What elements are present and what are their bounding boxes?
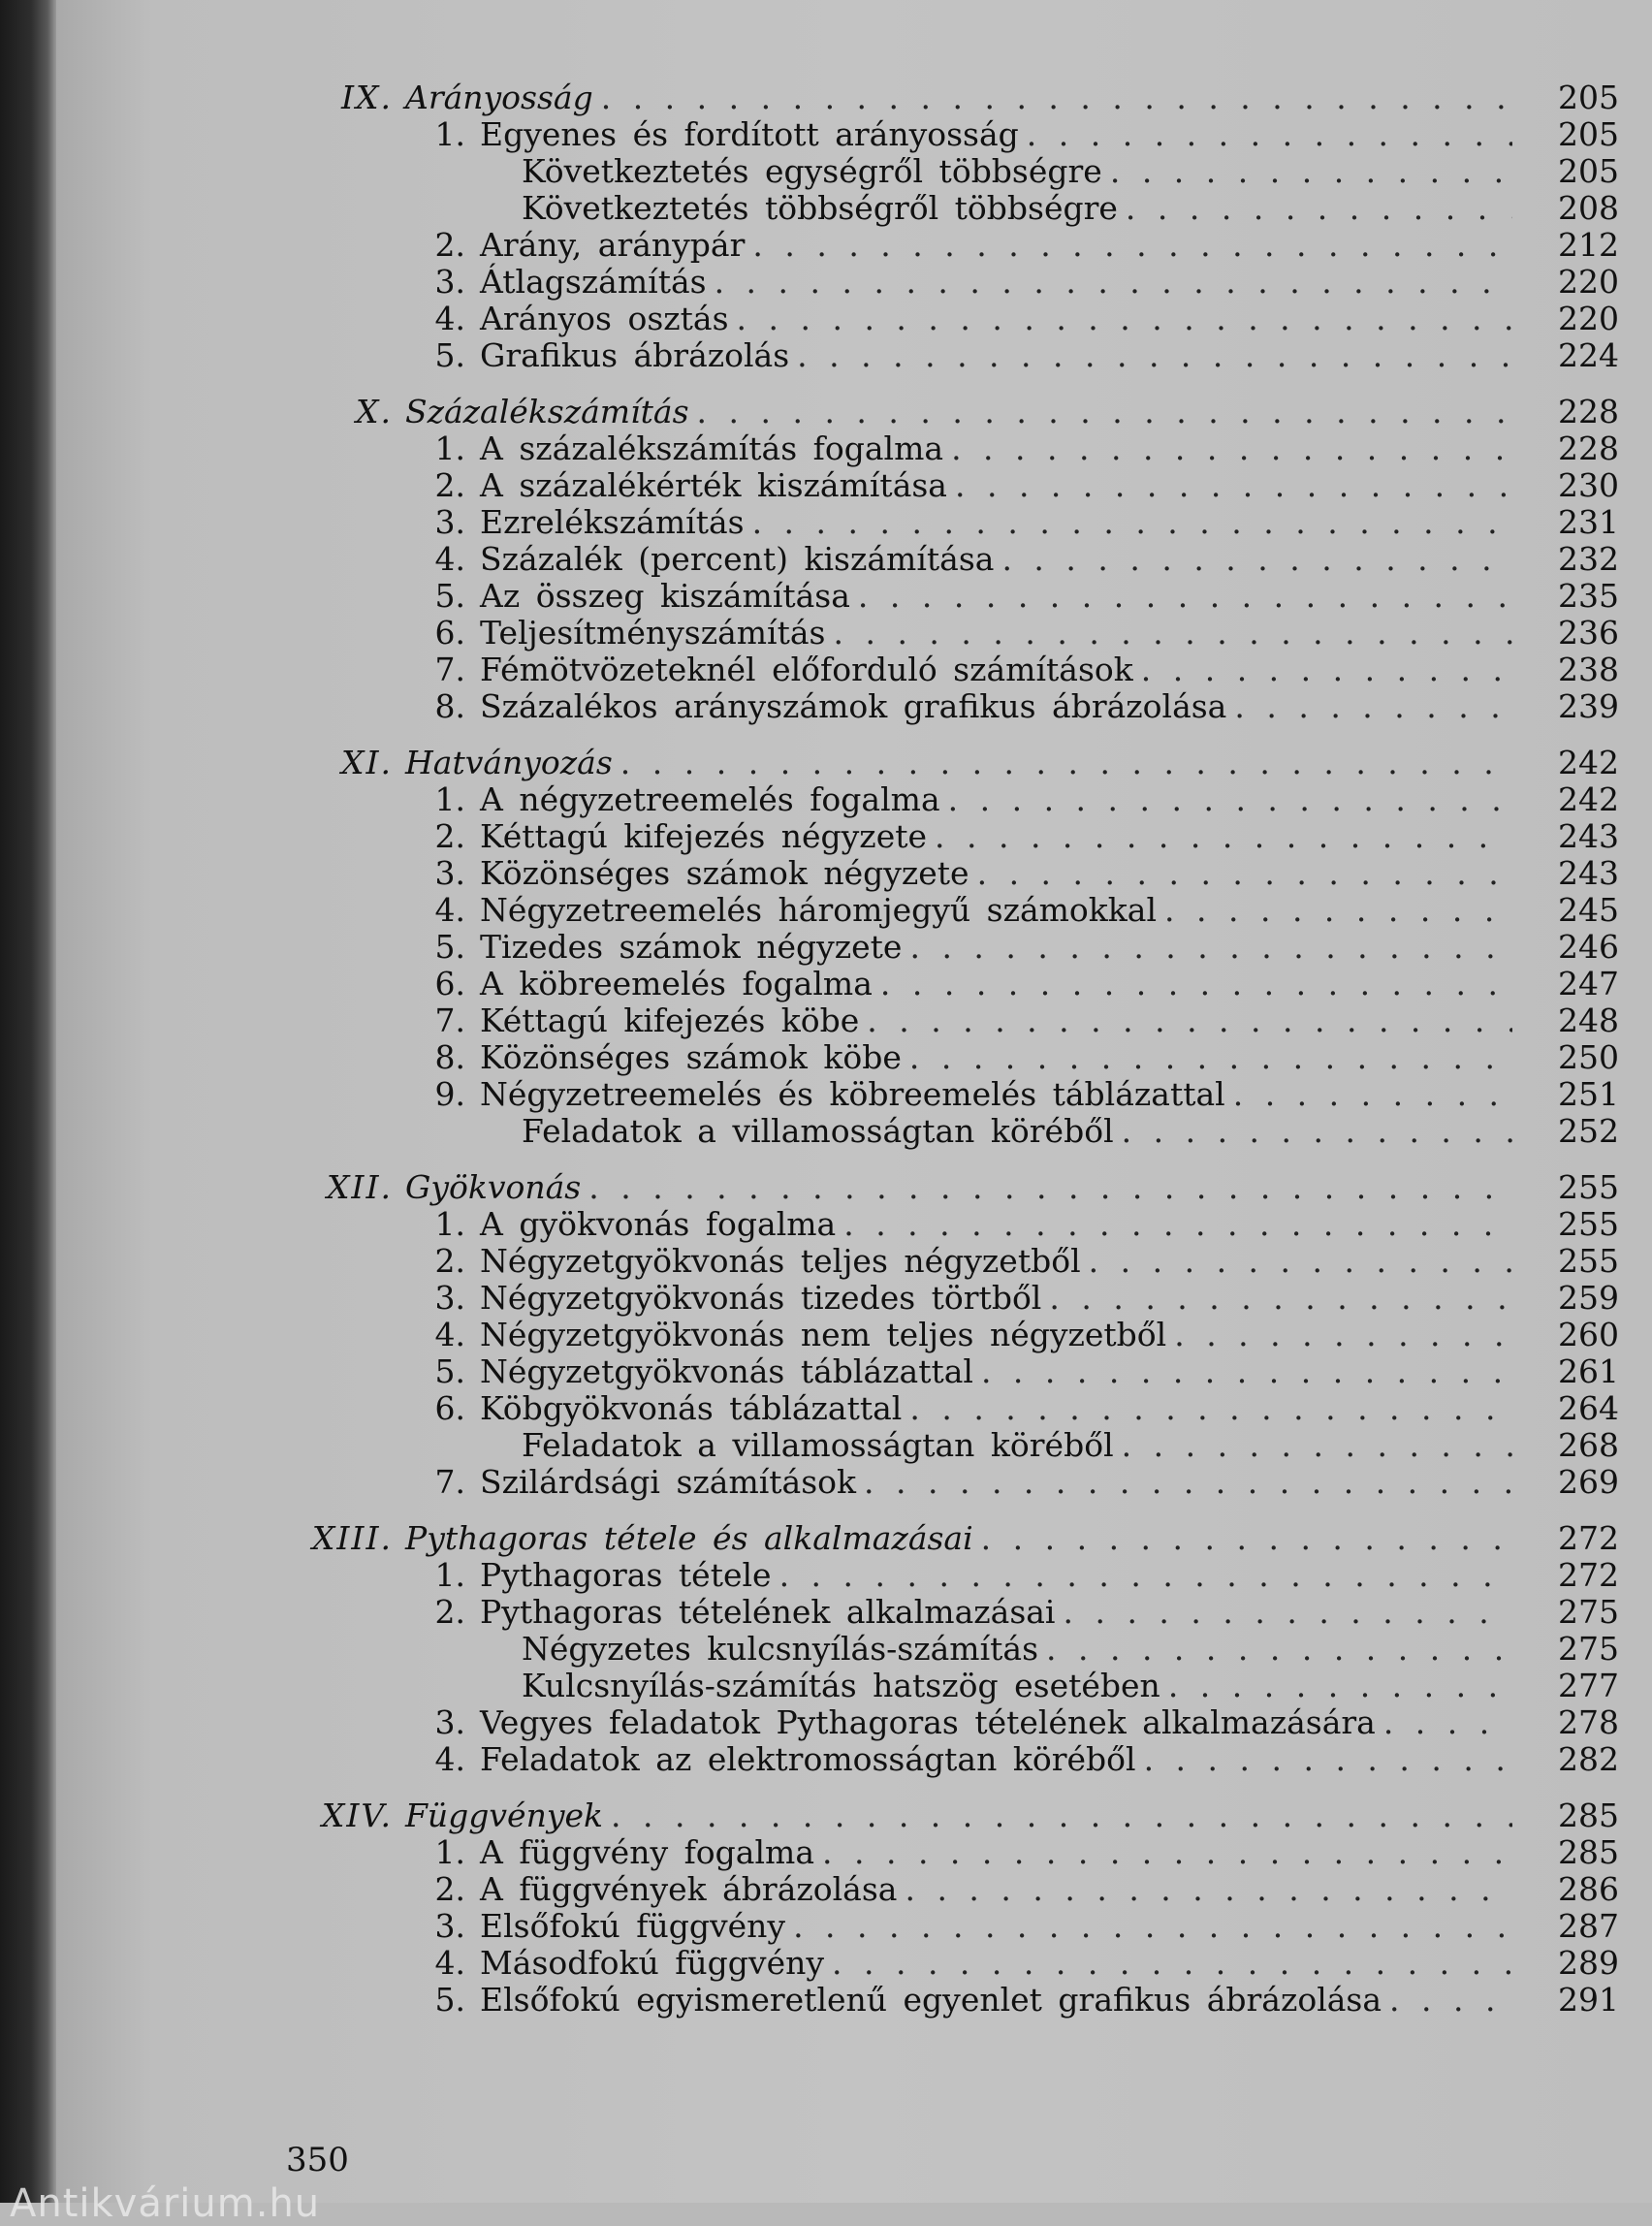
entry-title: Négyzetgyökvonás nem teljes négyzetből	[480, 1316, 1167, 1353]
dot-leader	[858, 578, 1512, 615]
toc-entry	[0, 615, 1652, 652]
entry-number: 4.	[434, 891, 465, 929]
entry-page-number: 260	[1558, 1316, 1619, 1353]
toc-entry	[0, 1704, 1652, 1741]
dot-leader	[981, 1353, 1512, 1390]
entry-number: 3.	[434, 854, 465, 892]
toc-entry	[0, 578, 1652, 615]
entry-number: 5.	[434, 928, 465, 966]
entry-title: Grafikus ábrázolás	[480, 336, 790, 374]
dot-leader	[1063, 1594, 1512, 1631]
entry-page-number: 286	[1558, 1870, 1619, 1908]
entry-title: Négyzetreemelés háromjegyű számokkal	[480, 891, 1158, 929]
chapter-title: Arányosság	[405, 79, 593, 116]
entry-page-number: 242	[1558, 780, 1619, 818]
dot-leader	[1383, 1704, 1512, 1741]
toc-entry	[0, 1557, 1652, 1594]
entry-page-number: 245	[1558, 891, 1619, 929]
dot-leader	[611, 1797, 1512, 1834]
entry-title: Másodfokú függvény	[480, 1944, 824, 1982]
toc-chapter	[0, 1797, 1652, 2019]
toc-entry	[0, 1631, 1652, 1668]
dot-leader	[909, 1039, 1512, 1076]
entry-title: A függvények ábrázolása	[480, 1870, 898, 1908]
entry-number: 2.	[434, 817, 465, 855]
chapter-heading	[0, 1169, 1652, 1206]
watermark-text: Antikvárium.hu	[10, 2181, 321, 2226]
entry-page-number: 232	[1558, 540, 1619, 578]
entry-title: Tizedes számok négyzete	[480, 928, 903, 966]
entry-number: 1.	[434, 115, 465, 153]
entry-title: Feladatok a villamosságtan köréből	[522, 1112, 1114, 1150]
entry-page-number: 269	[1558, 1463, 1619, 1501]
entry-title: Feladatok a villamosságtan köréből	[522, 1426, 1114, 1464]
toc-entry	[0, 1206, 1652, 1243]
toc-entry	[0, 301, 1652, 337]
dot-leader	[867, 1002, 1512, 1039]
entry-title: Négyzetgyökvonás tizedes törtből	[480, 1279, 1042, 1317]
entry-number: 3.	[434, 1703, 465, 1741]
entry-page-number: 205	[1558, 115, 1619, 153]
entry-title: Közönséges számok négyzete	[480, 854, 969, 892]
entry-number: 6.	[434, 965, 465, 1002]
entry-page-number: 231	[1558, 503, 1619, 541]
toc-entry	[0, 1076, 1652, 1113]
dot-leader	[951, 430, 1512, 467]
toc-entry	[0, 1594, 1652, 1631]
entry-number: 4.	[434, 1740, 465, 1778]
entry-title: Négyzetgyökvonás táblázattal	[480, 1352, 973, 1390]
entry-number: 8.	[434, 687, 465, 725]
dot-leader	[955, 467, 1512, 504]
entry-title: A százalékszámítás fogalma	[480, 429, 944, 467]
page-number: 350	[286, 2141, 349, 2179]
entry-title: Ezrelékszámítás	[480, 503, 745, 541]
toc-entry	[0, 337, 1652, 374]
dot-leader	[737, 301, 1512, 337]
chapter-heading	[0, 1797, 1652, 1834]
dot-leader	[752, 504, 1512, 541]
entry-page-number: 282	[1558, 1740, 1619, 1778]
entry-number: 1.	[434, 429, 465, 467]
entry-number: 1.	[434, 1205, 465, 1243]
dot-leader	[948, 781, 1512, 818]
toc-entry	[0, 1741, 1652, 1778]
toc-entry	[0, 1280, 1652, 1317]
entry-title: Kéttagú kifejezés négyzete	[480, 817, 928, 855]
entry-title: Következtetés többségről többségre	[522, 189, 1118, 227]
toc-entry	[0, 1113, 1652, 1150]
entry-title: Négyzetes kulcsnyílás-számítás	[522, 1630, 1039, 1668]
entry-page-number: 255	[1558, 1205, 1619, 1243]
entry-number: 2.	[434, 1870, 465, 1908]
entry-page-number: 275	[1558, 1593, 1619, 1631]
entry-page-number: 248	[1558, 1002, 1619, 1039]
entry-number: 3.	[434, 1279, 465, 1317]
dot-leader	[1046, 1631, 1512, 1668]
entry-number: 4.	[434, 300, 465, 337]
toc-entry	[0, 1317, 1652, 1353]
entry-page-number: 205	[1558, 152, 1619, 190]
entry-page-number: 236	[1558, 614, 1619, 652]
entry-page-number: 228	[1558, 429, 1619, 467]
entry-page-number: 247	[1558, 965, 1619, 1002]
chapter-title: Függvények	[405, 1797, 603, 1834]
entry-page-number: 220	[1558, 300, 1619, 337]
entry-title: Az összeg kiszámítása	[480, 577, 850, 615]
chapter-title: Hatványozás	[405, 744, 613, 781]
dot-leader	[620, 745, 1512, 781]
entry-title: Kulcsnyílás-számítás hatszög esetében	[522, 1667, 1160, 1704]
entry-number: 5.	[434, 336, 465, 374]
entry-page-number: 252	[1558, 1112, 1619, 1150]
entry-number: 4.	[434, 540, 465, 578]
chapter-numeral: X.	[356, 393, 393, 430]
toc-entry	[0, 504, 1652, 541]
chapter-heading	[0, 394, 1652, 430]
toc-entry	[0, 541, 1652, 578]
entry-page-number: 243	[1558, 817, 1619, 855]
chapter-numeral: XII.	[326, 1168, 393, 1206]
toc-entry	[0, 966, 1652, 1002]
entry-page-number: 246	[1558, 928, 1619, 966]
entry-title: Feladatok az elektromosságtan köréből	[480, 1740, 1136, 1778]
toc-entry	[0, 1945, 1652, 1982]
toc-entry	[0, 1908, 1652, 1945]
entry-number: 1.	[434, 780, 465, 818]
dot-leader	[588, 1169, 1512, 1206]
toc-entry	[0, 153, 1652, 190]
chapter-numeral: XIV.	[321, 1797, 393, 1834]
entry-page-number: 291	[1558, 1981, 1619, 2019]
dot-leader	[1049, 1280, 1512, 1317]
toc-entry	[0, 1390, 1652, 1427]
toc-entry	[0, 1427, 1652, 1464]
entry-title: Százalék (percent) kiszámítása	[480, 540, 995, 578]
toc-entry	[0, 652, 1652, 688]
entry-title: Arány, aránypár	[480, 226, 746, 264]
entry-title: Pythagoras tétele	[480, 1556, 772, 1594]
entry-page-number: 243	[1558, 854, 1619, 892]
dot-leader	[935, 818, 1512, 855]
entry-page-number: 208	[1558, 189, 1619, 227]
dot-leader	[864, 1464, 1512, 1501]
toc-entry	[0, 190, 1652, 227]
entry-page-number: 238	[1558, 651, 1619, 688]
dot-leader	[697, 394, 1512, 430]
chapter-page-number: 255	[1558, 1168, 1619, 1206]
entry-number: 6.	[434, 614, 465, 652]
entry-number: 5.	[434, 577, 465, 615]
entry-title: Arányos osztás	[480, 300, 729, 337]
entry-page-number: 261	[1558, 1352, 1619, 1390]
dot-leader	[1001, 541, 1512, 578]
entry-page-number: 220	[1558, 263, 1619, 301]
entry-page-number: 277	[1558, 1667, 1619, 1704]
dot-leader	[1122, 1113, 1512, 1150]
entry-title: Négyzetreemelés és köbreemelés táblázattal	[480, 1075, 1225, 1113]
entry-title: Pythagoras tételének alkalmazásai	[480, 1593, 1056, 1631]
dot-leader	[832, 1945, 1512, 1982]
entry-number: 5.	[434, 1981, 465, 2019]
chapter-page-number: 285	[1558, 1797, 1619, 1834]
chapter-page-number: 242	[1558, 744, 1619, 781]
toc-entry	[0, 430, 1652, 467]
dot-leader	[752, 227, 1512, 264]
entry-title: Négyzetgyökvonás teljes négyzetből	[480, 1242, 1081, 1280]
dot-leader	[977, 855, 1512, 892]
entry-number: 3.	[434, 503, 465, 541]
dot-leader	[1234, 688, 1512, 725]
entry-title: Kéttagú kifejezés köbe	[480, 1002, 860, 1039]
entry-title: A függvény fogalma	[480, 1833, 814, 1871]
dot-leader	[1174, 1317, 1512, 1353]
entry-number: 3.	[434, 1907, 465, 1945]
entry-page-number: 250	[1558, 1038, 1619, 1076]
chapter-numeral: IX.	[340, 79, 393, 116]
entry-title: Elsőfokú függvény	[480, 1907, 786, 1945]
dot-leader	[1089, 1243, 1512, 1280]
dot-leader	[601, 80, 1512, 116]
entry-title: A százalékérték kiszámítása	[480, 466, 947, 504]
entry-number: 7.	[434, 1002, 465, 1039]
entry-page-number: 287	[1558, 1907, 1619, 1945]
entry-page-number: 212	[1558, 226, 1619, 264]
entry-page-number: 259	[1558, 1279, 1619, 1317]
entry-number: 1.	[434, 1556, 465, 1594]
toc-entry	[0, 1834, 1652, 1871]
toc-entry	[0, 1982, 1652, 2019]
entry-page-number: 278	[1558, 1703, 1619, 1741]
entry-page-number: 275	[1558, 1630, 1619, 1668]
entry-title: Fémötvözeteknél előforduló számítások	[480, 651, 1133, 688]
entry-number: 2.	[434, 466, 465, 504]
entry-title: Közönséges számok köbe	[480, 1038, 902, 1076]
toc-entry	[0, 929, 1652, 966]
dot-leader	[1122, 1427, 1512, 1464]
chapter-title: Gyökvonás	[405, 1168, 582, 1206]
entry-page-number: 251	[1558, 1075, 1619, 1113]
entry-title: Százalékos arányszámok grafikus ábrázolása	[480, 687, 1227, 725]
dot-leader	[1164, 892, 1512, 929]
dot-leader	[833, 615, 1512, 652]
dot-leader	[909, 929, 1512, 966]
chapter-page-number: 205	[1558, 79, 1619, 116]
entry-page-number: 285	[1558, 1833, 1619, 1871]
entry-page-number: 272	[1558, 1556, 1619, 1594]
dot-leader	[1389, 1982, 1512, 2019]
dot-leader	[1168, 1668, 1512, 1704]
toc-chapter	[0, 394, 1652, 725]
entry-number: 2.	[434, 226, 465, 264]
toc-entry	[0, 1464, 1652, 1501]
dot-leader	[880, 966, 1512, 1002]
entry-number: 7.	[434, 651, 465, 688]
dot-leader	[779, 1557, 1512, 1594]
entry-number: 2.	[434, 1242, 465, 1280]
entry-page-number: 255	[1558, 1242, 1619, 1280]
dot-leader	[793, 1908, 1512, 1945]
dot-leader	[1110, 153, 1512, 190]
entry-number: 6.	[434, 1389, 465, 1427]
dot-leader	[981, 1520, 1512, 1557]
entry-page-number: 230	[1558, 466, 1619, 504]
dot-leader	[1141, 652, 1512, 688]
toc-chapter	[0, 745, 1652, 1150]
entry-page-number: 224	[1558, 336, 1619, 374]
chapter-numeral: XI.	[340, 744, 393, 781]
toc-chapter	[0, 1169, 1652, 1501]
entry-title: Vegyes feladatok Pythagoras tételének alkalmazására	[480, 1703, 1376, 1741]
chapter-numeral: XIII.	[311, 1519, 393, 1557]
entry-title: Következtetés egységről többségre	[522, 152, 1102, 190]
dot-leader	[905, 1871, 1512, 1908]
entry-title: Szilárdsági számítások	[480, 1463, 857, 1501]
toc-entry	[0, 781, 1652, 818]
toc-entry	[0, 855, 1652, 892]
entry-page-number: 235	[1558, 577, 1619, 615]
toc-entry	[0, 1668, 1652, 1704]
entry-title: Elsőfokú egyismeretlenű egyenlet grafikus ábrázolása	[480, 1981, 1382, 2019]
chapter-title: Pythagoras tétele és alkalmazásai	[405, 1519, 973, 1557]
toc-entry	[0, 116, 1652, 153]
toc-entry	[0, 1243, 1652, 1280]
toc-chapter	[0, 1520, 1652, 1778]
entry-page-number: 268	[1558, 1426, 1619, 1464]
toc-entry	[0, 1039, 1652, 1076]
entry-title: Egyenes és fordított arányosság	[480, 115, 1019, 153]
chapter-heading	[0, 745, 1652, 781]
entry-title: A gyökvonás fogalma	[480, 1205, 837, 1243]
chapter-page-number: 272	[1558, 1519, 1619, 1557]
toc-entry	[0, 1002, 1652, 1039]
toc-entry	[0, 467, 1652, 504]
entry-title: A köbreemelés fogalma	[480, 965, 873, 1002]
entry-number: 8.	[434, 1038, 465, 1076]
entry-number: 7.	[434, 1463, 465, 1501]
entry-title: Köbgyökvonás táblázattal	[480, 1389, 903, 1427]
chapter-page-number: 228	[1558, 393, 1619, 430]
dot-leader	[1144, 1741, 1512, 1778]
entry-number: 2.	[434, 1593, 465, 1631]
toc-chapter	[0, 80, 1652, 374]
entry-title: A négyzetreemelés fogalma	[480, 780, 940, 818]
toc-entry	[0, 264, 1652, 301]
entry-page-number: 289	[1558, 1944, 1619, 1982]
chapter-heading	[0, 1520, 1652, 1557]
toc-entry	[0, 1871, 1652, 1908]
chapter-heading	[0, 80, 1652, 116]
dot-leader	[843, 1206, 1512, 1243]
dot-leader	[797, 337, 1512, 374]
toc-entry	[0, 688, 1652, 725]
toc-entry	[0, 818, 1652, 855]
dot-leader	[1233, 1076, 1512, 1113]
entry-number: 4.	[434, 1944, 465, 1982]
entry-number: 9.	[434, 1075, 465, 1113]
entry-page-number: 239	[1558, 687, 1619, 725]
dot-leader	[909, 1390, 1512, 1427]
entry-number: 3.	[434, 263, 465, 301]
toc-entry	[0, 1353, 1652, 1390]
dot-leader	[1126, 190, 1512, 227]
dot-leader	[715, 264, 1512, 301]
entry-number: 1.	[434, 1833, 465, 1871]
dot-leader	[1027, 116, 1512, 153]
entry-title: Átlagszámítás	[480, 263, 707, 301]
entry-page-number: 264	[1558, 1389, 1619, 1427]
table-of-contents	[0, 80, 1652, 2038]
entry-title: Teljesítményszámítás	[480, 614, 826, 652]
chapter-title: Százalékszámítás	[405, 393, 689, 430]
toc-entry	[0, 227, 1652, 264]
entry-number: 4.	[434, 1316, 465, 1353]
toc-entry	[0, 892, 1652, 929]
entry-number: 5.	[434, 1352, 465, 1390]
dot-leader	[822, 1834, 1512, 1871]
